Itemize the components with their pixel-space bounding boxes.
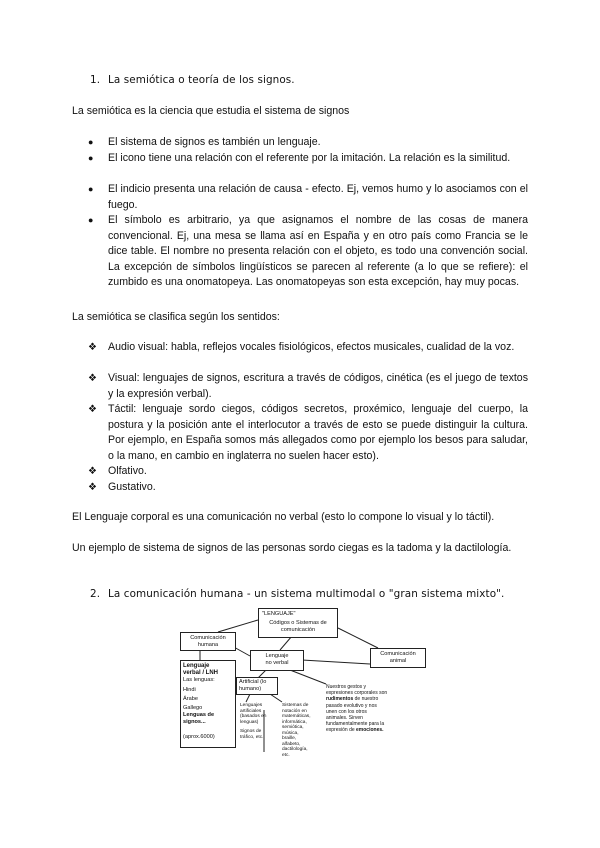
animal-line: animales. Sirven [326,715,363,722]
left-col-line: artificiales [240,708,262,714]
right-col-line: matemáticas, [282,714,311,719]
bullet-dot: ● [88,184,94,194]
diamond-bullet-icon: ❖ [88,342,97,353]
right-col-line: braille, [282,736,297,741]
lenguaje-sub2: comunicación [280,627,316,633]
section-2-title: La comunicación humana - un sistema multimodal o "gran sistema mixto". [108,588,505,600]
comunicacion-humana-line1: Comunicación [190,635,226,641]
animal-line: pasado evolutivo y nos [326,702,377,709]
bullet-2-text: El icono tiene una relación con el referente por la imitación. La relación es la similitud. [108,152,511,164]
sense-2-text: Visual: lenguajes de signos, escritura a través de códigos, cinética (es el juego de textos y la expresión verbal). [108,372,528,400]
lenguaje-no-verbal-box [250,650,304,671]
lenguaje-no-verbal-line2: no verbal [265,660,289,666]
diamond-bullet-icon: ❖ [88,466,97,477]
animal-line: Nuestros gestos y [326,684,367,690]
right-col-line: música, [282,730,299,736]
animal-line: de nuestro [354,696,379,703]
animal-line: expresiones corporales son [326,690,388,697]
sense-4-text: Olfativo. [108,465,147,477]
comunicacion-animal-box [370,648,426,668]
lenguaje-sub1: Códigos o Sistemas de [269,620,327,626]
lenguaje-verbal-box [180,660,236,748]
animal-line-bold: rudimentos [326,696,354,703]
right-col-line: dactilología, [282,747,308,752]
diamond-bullet-icon: ❖ [88,482,97,493]
diamond-bullet-icon: ❖ [88,373,97,384]
sense-3-text: Táctil: lenguaje sordo ciegos, códigos secretos, proxémico, lenguaje del cuerpo, la postura y la posición ante el interlocutor a través de esto se puede distinguir la cultura. Por ejemplo, en España somos más allegados como por ejemplo los besos para saludar, o la mano, en cambio en inglaterra no suelen hacer esto). [108,403,528,462]
right-col-line: Sistemas de [282,703,309,708]
sense-5-text: Gustativo. [108,481,156,493]
animal-line: unen con los otros [326,708,367,715]
section-1-number: 1. [90,74,101,86]
right-col-line: etc. [282,752,290,758]
lenguaje-title: "LENGUAJE" [262,611,296,617]
classify-intro: La semiótica se clasifica según los sentidos: [72,311,280,323]
animal-line-bold: emociones. [356,727,384,734]
intro-paragraph: La semiótica es la ciencia que estudia el sistema de signos [72,105,350,117]
lv-signos-1: Lenguas de [183,712,215,718]
right-col-line: semiótica, [282,725,304,730]
animal-line: fundamentalmente para la [326,721,385,728]
left-col-line: tráfico, etc. [240,734,264,740]
artificial-box [236,677,278,695]
artificial-line1: Artificial (lo [239,679,267,685]
sense-1-text: Audio visual: habla, reflejos vocales fisiológicos, efectos musicales, cualidad de la voz. [108,341,515,353]
artificial-left-column [240,703,266,741]
lv-lenguas: Las lenguas: [183,677,215,683]
lv-item-2: Árabe [183,696,198,702]
lv-foot: (aprox.6000) [183,734,215,740]
right-col-line: notación en [282,708,307,714]
right-col-line: informática, [282,719,307,725]
example-paragraph: Un ejemplo de sistema de signos de las personas sordo ciegas es la tadoma y la dactilología. [72,542,512,554]
section-2-number: 2. [90,588,101,600]
bullet-dot: ● [88,153,94,163]
lv-item-3: Gallego [183,705,203,711]
comunicacion-animal-line2: animal [389,658,407,664]
comunicacion-animal-line1: Comunicación [380,651,416,657]
animal-text [326,684,422,734]
bullet-3-text: El indicio presenta una relación de causa - efecto. Ej, vemos humo y lo asociamos con el fuego. [108,183,528,211]
comunicacion-humana-box [180,632,236,651]
corporal-paragraph: El Lenguaje corporal es una comunicación no verbal (esto lo compone lo visual y lo táctil). [72,511,495,523]
bullet-dot: ● [88,215,94,225]
bullet-4-text: El símbolo es arbitrario, ya que asignamos el nombre de las cosas de manera convencional. Ej, una mesa se llama así en España y en otro país como Francia se le dice table. El nombre no presenta relación con el objeto, es todo una convención social. La excepción de símbolos lingüísticos se parecen al referente (a lo que se refiere): el zumbido es una onomatopeya. Las onomatopeyas son esta excepción, hay muy pocas. [108,214,528,289]
artificial-right-column [282,703,311,758]
artificial-line2: humano) [239,686,262,692]
comunicacion-humana-line2: humana [197,642,219,648]
animal-line: expresión de [326,727,355,734]
lv-title-2: verbal / LNH [183,670,219,676]
lenguaje-box [258,608,338,638]
section-1-title: La semiótica o teoría de los signos. [108,74,295,86]
right-col-line: alfabeto, [282,741,301,747]
lv-title-1: Lenguaje [183,663,210,669]
diamond-bullet-icon: ❖ [88,404,97,415]
lenguaje-no-verbal-line1: Lenguaje [265,653,289,659]
communication-diagram [170,602,442,760]
left-col-line: (basados en [240,714,267,720]
lv-signos-2: signos... [183,719,206,725]
bullet-dot: ● [88,137,94,147]
left-col-line: Lenguajes [240,703,263,708]
left-col-line: Signos de [240,729,262,735]
bullet-1-text: El sistema de signos es también un lenguaje. [108,136,321,148]
left-col-line: lenguas) [240,719,259,725]
lv-item-1: Hindi [183,687,196,693]
